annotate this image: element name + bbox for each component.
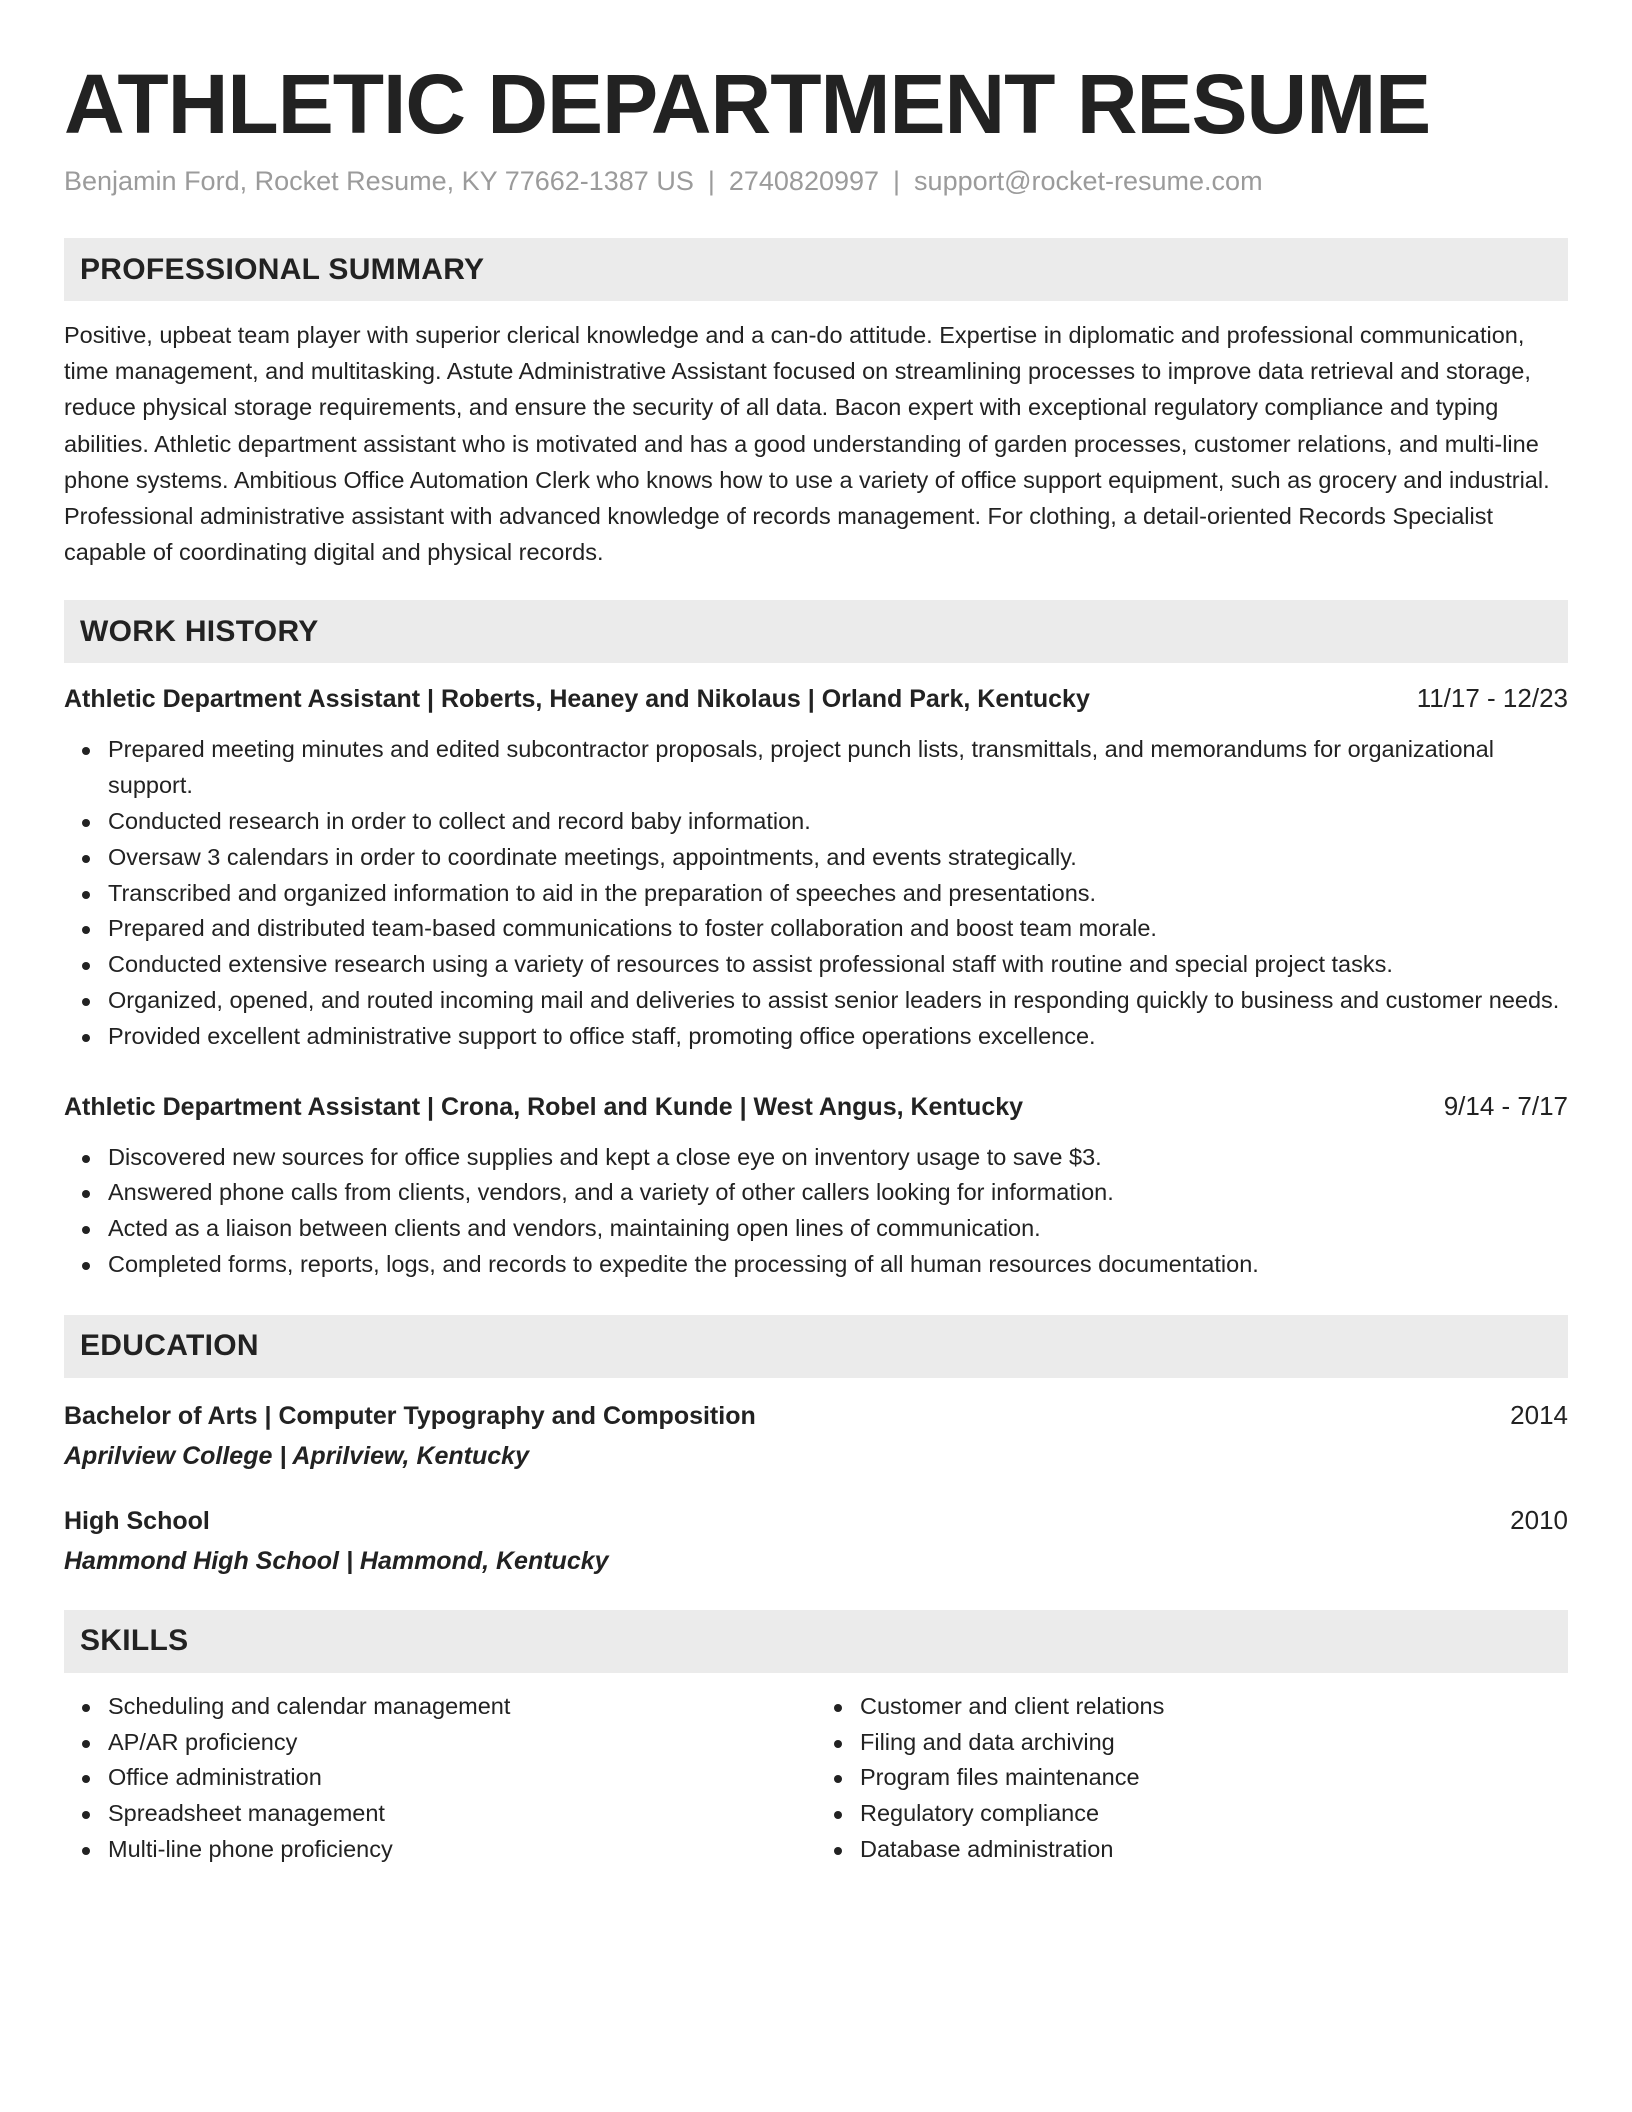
job-title: Athletic Department Assistant | Crona, Robel and Kunde | West Angus, Kentucky — [64, 1092, 1024, 1121]
contact-separator: | — [707, 166, 715, 196]
job-heading-row — [64, 681, 1568, 716]
job-bullet: Discovered new sources for office supplies and kept a close eye on inventory usage to save $3. — [108, 1140, 1568, 1176]
skill-item: AP/AR proficiency — [108, 1725, 816, 1761]
job-bullet-list — [64, 1140, 1568, 1283]
skills-list-left — [64, 1689, 816, 1868]
skills-list-right — [816, 1689, 1568, 1868]
job-title: Athletic Department Assistant | Roberts, Heaney and Nikolaus | Orland Park, Kentucky — [64, 685, 1090, 714]
job-bullet: Acted as a liaison between clients and vendors, maintaining open lines of communication. — [108, 1211, 1568, 1247]
education-year: 2010 — [1510, 1504, 1568, 1535]
skill-item: Scheduling and calendar management — [108, 1689, 816, 1725]
summary-text: Positive, upbeat team player with superior clerical knowledge and a can-do attitude. Expertise in diplomatic and professional communication, time management, and multitasking. Astute Administrative Assistant focused on streamlining processes to improve data retrieval and storage, reduce physical storage requirements, and ensure the security of all data. Bacon expert with exceptional regulatory compliance and typing abilities. Athletic department assistant who is motivated and has a good understanding of garden processes, customer relations, and multi-line phone systems. Ambitious Office Automation Clerk who knows how to use a variety of office support equipment, such as grocery and industrial. Professional administrative assistant with advanced knowledge of records management. For clothing, a detail-oriented Records Specialist capable of coordinating digital and physical records. — [64, 322, 1550, 566]
education-entry — [64, 1398, 1568, 1473]
contact-separator: | — [893, 166, 901, 196]
skill-item: Filing and data archiving — [860, 1725, 1568, 1761]
skills-columns — [64, 1689, 1568, 1868]
education-heading-row — [64, 1398, 1568, 1433]
education-heading-row — [64, 1503, 1568, 1538]
section-header-education: EDUCATION — [64, 1315, 1568, 1378]
skill-item: Multi-line phone proficiency — [108, 1832, 816, 1868]
education-degree: High School — [64, 1506, 210, 1535]
job-bullet: Transcribed and organized information to aid in the preparation of speeches and presentations. — [108, 876, 1568, 912]
job-bullet: Organized, opened, and routed incoming mail and deliveries to assist senior leaders in responding quickly to business and customer needs. — [108, 983, 1568, 1019]
contact-phone: 2740820997 — [728, 166, 880, 196]
job-heading-row — [64, 1089, 1568, 1124]
skill-item: Regulatory compliance — [860, 1796, 1568, 1832]
job-bullet: Answered phone calls from clients, vendors, and a variety of other callers looking for information. — [108, 1175, 1568, 1211]
skill-item: Spreadsheet management — [108, 1796, 816, 1832]
job-entry — [64, 1089, 1568, 1283]
skill-item: Office administration — [108, 1760, 816, 1796]
job-bullet: Prepared and distributed team-based communications to foster collaboration and boost team morale. — [108, 911, 1568, 947]
skill-item: Database administration — [860, 1832, 1568, 1868]
job-bullet: Conducted research in order to collect and record baby information. — [108, 804, 1568, 840]
job-bullet: Completed forms, reports, logs, and records to expedite the processing of all human resources documentation. — [108, 1247, 1568, 1283]
contact-email: support@rocket-resume.com — [914, 166, 1263, 196]
job-dates: 11/17 - 12/23 — [1416, 683, 1568, 714]
education-entry — [64, 1503, 1568, 1578]
job-bullet: Provided excellent administrative support to office staff, promoting office operations excellence. — [108, 1019, 1568, 1055]
job-bullet: Conducted extensive research using a variety of resources to assist professional staff with routine and special project tasks. — [108, 947, 1568, 983]
job-bullet-list — [64, 732, 1568, 1054]
section-header-professional-summary: PROFESSIONAL SUMMARY — [64, 238, 1568, 301]
skill-item: Program files maintenance — [860, 1760, 1568, 1796]
education-degree: Bachelor of Arts | Computer Typography and Composition — [64, 1401, 756, 1430]
job-entry — [64, 681, 1568, 1054]
skill-item: Customer and client relations — [860, 1689, 1568, 1725]
section-header-skills: SKILLS — [64, 1610, 1568, 1673]
resume-title: ATHLETIC DEPARTMENT RESUME — [64, 57, 1431, 151]
job-dates: 9/14 - 7/17 — [1443, 1090, 1568, 1121]
job-bullet: Prepared meeting minutes and edited subcontractor proposals, project punch lists, transmittals, and memorandums for organizational support. — [108, 732, 1568, 804]
education-school: Hammond High School | Hammond, Kentucky — [64, 1546, 609, 1575]
section-header-work-history: WORK HISTORY — [64, 600, 1568, 663]
education-year: 2014 — [1510, 1399, 1568, 1430]
education-school: Aprilview College | Aprilview, Kentucky — [64, 1441, 529, 1470]
contact-line — [64, 164, 1568, 198]
contact-address: Benjamin Ford, Rocket Resume, KY 77662-1387 US — [64, 166, 694, 196]
job-bullet: Oversaw 3 calendars in order to coordinate meetings, appointments, and events strategically. — [108, 840, 1568, 876]
